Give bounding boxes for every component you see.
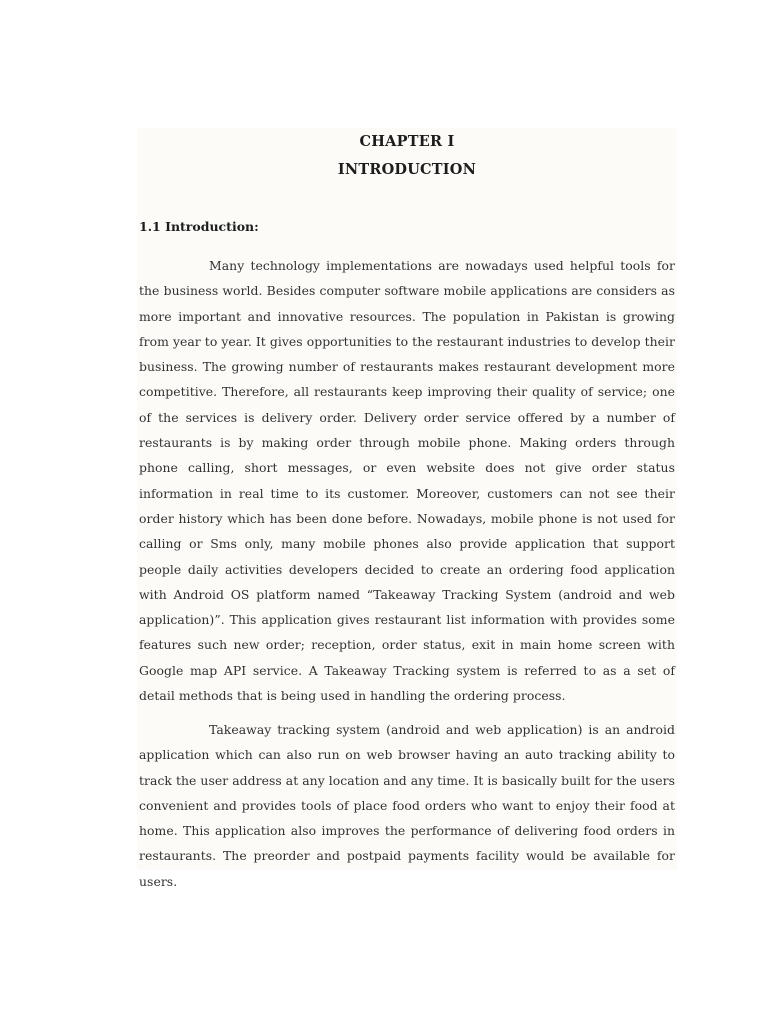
chapter-title: CHAPTER I — [359, 133, 455, 150]
section-heading: 1.1 Introduction: — [139, 219, 259, 234]
paragraph-2: Takeaway tracking system (android and web application) is an android application which can also run on web browser having an auto tracking ability to track the user address at any location and any time. It is basically built for the users convenient and provides tools of place food orders who want to enjoy their food at home. This application also improves the performance of delivering food orders in restaurants. The preorder and postpaid payments facility would be available for users. — [139, 722, 675, 889]
chapter-subtitle: INTRODUCTION — [337, 161, 477, 178]
text-area — [137, 128, 677, 889]
paragraph-1: Many technology implementations are nowadays used helpful tools for the business world. Besides computer software mobile applications are considers as more important and innovative resources. The population in Pakistan is growing from year to year. It gives opportunities to the restaurant industries to develop their business. The growing number of restaurants makes restaurant development more competitive. Therefore, all restaurants keep improving their quality of service; one of the services is delivery order. Delivery order service offered by a number of restaurants is by making order through mobile phone. Making orders through phone calling, short messages, or even website does not give order status information in real time to its customer. Moreover, customers can not see their order history which has been done before. Nowadays, mobile phone is not used for calling or Sms only, many mobile phones also provide application that support people daily activities developers decided to create an ordering food application with Android OS platform named “Takeaway Tracking System (android and web application)”. This application gives restaurant list information with provides some features such new order; reception, order status, exit in main home screen with Google map API service. A Takeaway Tracking system is referred to as a set of detail methods that is being used in handling the ordering process. — [139, 258, 675, 704]
